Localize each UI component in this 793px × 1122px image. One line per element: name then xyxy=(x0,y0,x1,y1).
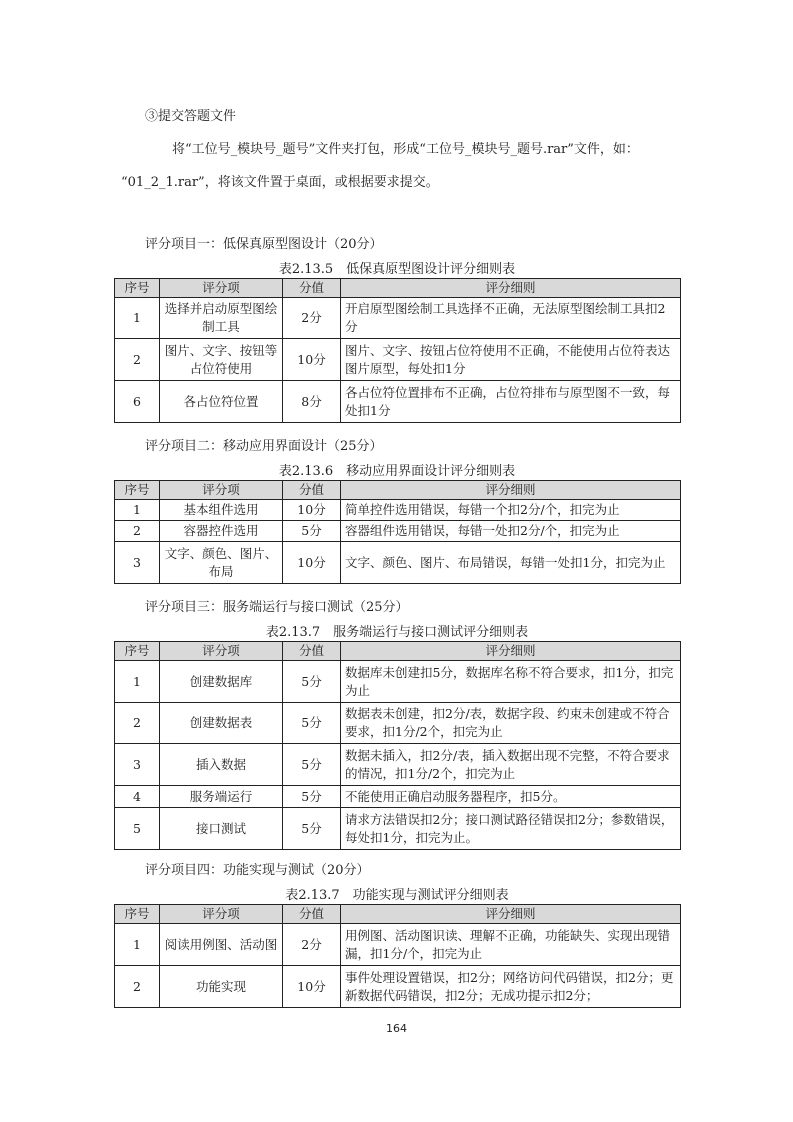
cell-score: 5分 xyxy=(283,786,341,808)
table-row xyxy=(115,381,681,423)
cell-detail: 请求方法错误扣2分；接口测试路径错误扣2分；参数错误，每处扣1分，扣完为止。 xyxy=(341,808,681,850)
cell-score: 10分 xyxy=(283,542,341,584)
cell-detail: 数据库未创建扣5分，数据库名称不符合要求，扣1分，扣完为止 xyxy=(341,661,681,703)
cell-item: 图片、文字、按钮等占位符使用 xyxy=(160,339,283,381)
header-cell: 评分细则 xyxy=(341,642,681,661)
table-row xyxy=(115,744,681,786)
cell-detail: 简单控件选用错误，每错一个扣2分/个，扣完为止 xyxy=(341,500,681,521)
cell-no: 1 xyxy=(115,500,160,521)
table-row xyxy=(115,966,681,1008)
scoring-item-title: 评分项目一：低保真原型图设计（20分） xyxy=(145,237,383,252)
header-cell: 分值 xyxy=(283,279,341,298)
cell-detail: 各占位符位置排布不正确，占位符排布与原型图不一致，每处扣1分 xyxy=(341,381,681,423)
table-caption: 表2.13.7 服务端运行与接口测试评分细则表 xyxy=(265,625,529,640)
cell-item: 选择并启动原型图绘制工具 xyxy=(160,298,283,339)
cell-no: 2 xyxy=(115,703,160,744)
cell-no: 1 xyxy=(115,298,160,339)
table-row xyxy=(115,521,681,542)
cell-detail: 数据表未创建，扣2分/表，数据字段、约束未创建或不符合要求，扣1分/2个，扣完为止 xyxy=(341,703,681,744)
scoring-table xyxy=(114,904,681,1008)
table-row xyxy=(115,703,681,744)
scoring-item-title: 评分项目二：移动应用界面设计（25分） xyxy=(145,439,383,454)
header-cell: 序号 xyxy=(115,642,160,661)
scoring-table xyxy=(114,480,681,584)
table-row xyxy=(115,808,681,850)
cell-score: 5分 xyxy=(283,661,341,703)
cell-no: 3 xyxy=(115,744,160,786)
section-heading: ③提交答题文件 xyxy=(145,109,237,124)
table-caption: 表2.13.5 低保真原型图设计评分细则表 xyxy=(278,262,516,277)
cell-no: 2 xyxy=(115,521,160,542)
table-header-row xyxy=(115,905,681,924)
scoring-item-title: 评分项目四：功能实现与测试（20分） xyxy=(145,863,370,878)
header-cell: 分值 xyxy=(283,905,341,924)
cell-detail: 文字、颜色、图片、布局错误，每错一处扣1分，扣完为止 xyxy=(341,542,681,584)
cell-detail: 容器组件选用错误，每错一处扣2分/个，扣完为止 xyxy=(341,521,681,542)
header-cell: 评分项 xyxy=(160,481,283,500)
header-cell: 分值 xyxy=(283,481,341,500)
cell-score: 5分 xyxy=(283,808,341,850)
cell-item: 创建数据库 xyxy=(160,661,283,703)
scoring-item-title: 评分项目三：服务端运行与接口测试（25分） xyxy=(145,600,409,615)
cell-detail: 用例图、活动图识读、理解不正确，功能缺失、实现出现错漏，扣1分/个，扣完为止 xyxy=(341,924,681,966)
table-row xyxy=(115,542,681,584)
cell-detail: 事件处理设置错误，扣2分；网络访问代码错误，扣2分；更新数据代码错误，扣2分；无成功提示扣2分； xyxy=(341,966,681,1008)
cell-item: 功能实现 xyxy=(160,966,283,1008)
cell-item: 接口测试 xyxy=(160,808,283,850)
table-row xyxy=(115,339,681,381)
cell-no: 3 xyxy=(115,542,160,584)
table-row xyxy=(115,661,681,703)
cell-score: 10分 xyxy=(283,966,341,1008)
header-cell: 评分细则 xyxy=(341,905,681,924)
header-cell: 序号 xyxy=(115,279,160,298)
cell-item: 创建数据表 xyxy=(160,703,283,744)
cell-item: 阅读用例图、活动图 xyxy=(160,924,283,966)
table-caption: 表2.13.6 移动应用界面设计评分细则表 xyxy=(278,464,516,479)
table-header-row xyxy=(115,642,681,661)
table-header-row xyxy=(115,481,681,500)
cell-score: 8分 xyxy=(283,381,341,423)
body-paragraph-line: 将“工位号_模块号_题号”文件夹打包，形成“工位号_模块号_题号.rar”文件，如： xyxy=(172,142,639,157)
table-caption: 表2.13.7 功能实现与测试评分细则表 xyxy=(285,888,509,903)
cell-item: 插入数据 xyxy=(160,744,283,786)
cell-detail: 不能使用正确启动服务器程序，扣5分。 xyxy=(341,786,681,808)
cell-detail: 图片、文字、按钮占位符使用不正确，不能使用占位符表达图片原型，每处扣1分 xyxy=(341,339,681,381)
cell-score: 5分 xyxy=(283,521,341,542)
cell-item: 文字、颜色、图片、布局 xyxy=(160,542,283,584)
cell-score: 2分 xyxy=(283,924,341,966)
cell-no: 1 xyxy=(115,661,160,703)
scoring-table xyxy=(114,278,681,423)
cell-score: 2分 xyxy=(283,298,341,339)
cell-item: 基本组件选用 xyxy=(160,500,283,521)
table-header-row xyxy=(115,279,681,298)
header-cell: 序号 xyxy=(115,481,160,500)
table-row xyxy=(115,298,681,339)
cell-detail: 数据未插入，扣2分/表，插入数据出现不完整，不符合要求的情况，扣1分/2个，扣完为止 xyxy=(341,744,681,786)
header-cell: 评分项 xyxy=(160,642,283,661)
table-row xyxy=(115,500,681,521)
page-number: 164 xyxy=(386,1022,407,1035)
cell-no: 4 xyxy=(115,786,160,808)
header-cell: 评分项 xyxy=(160,279,283,298)
cell-item: 容器控件选用 xyxy=(160,521,283,542)
header-cell: 序号 xyxy=(115,905,160,924)
header-cell: 分值 xyxy=(283,642,341,661)
cell-no: 6 xyxy=(115,381,160,423)
cell-no: 5 xyxy=(115,808,160,850)
table-row xyxy=(115,924,681,966)
cell-no: 1 xyxy=(115,924,160,966)
cell-item: 服务端运行 xyxy=(160,786,283,808)
scoring-table xyxy=(114,641,681,850)
cell-item: 各占位符位置 xyxy=(160,381,283,423)
cell-no: 2 xyxy=(115,339,160,381)
table-row xyxy=(115,786,681,808)
cell-score: 5分 xyxy=(283,744,341,786)
cell-score: 10分 xyxy=(283,500,341,521)
cell-no: 2 xyxy=(115,966,160,1008)
cell-score: 5分 xyxy=(283,703,341,744)
header-cell: 评分细则 xyxy=(341,279,681,298)
header-cell: 评分项 xyxy=(160,905,283,924)
cell-detail: 开启原型图绘制工具选择不正确，无法原型图绘制工具扣2分 xyxy=(341,298,681,339)
body-paragraph-line: “01_2_1.rar”，将该文件置于桌面，或根据要求提交。 xyxy=(121,175,439,190)
header-cell: 评分细则 xyxy=(341,481,681,500)
cell-score: 10分 xyxy=(283,339,341,381)
